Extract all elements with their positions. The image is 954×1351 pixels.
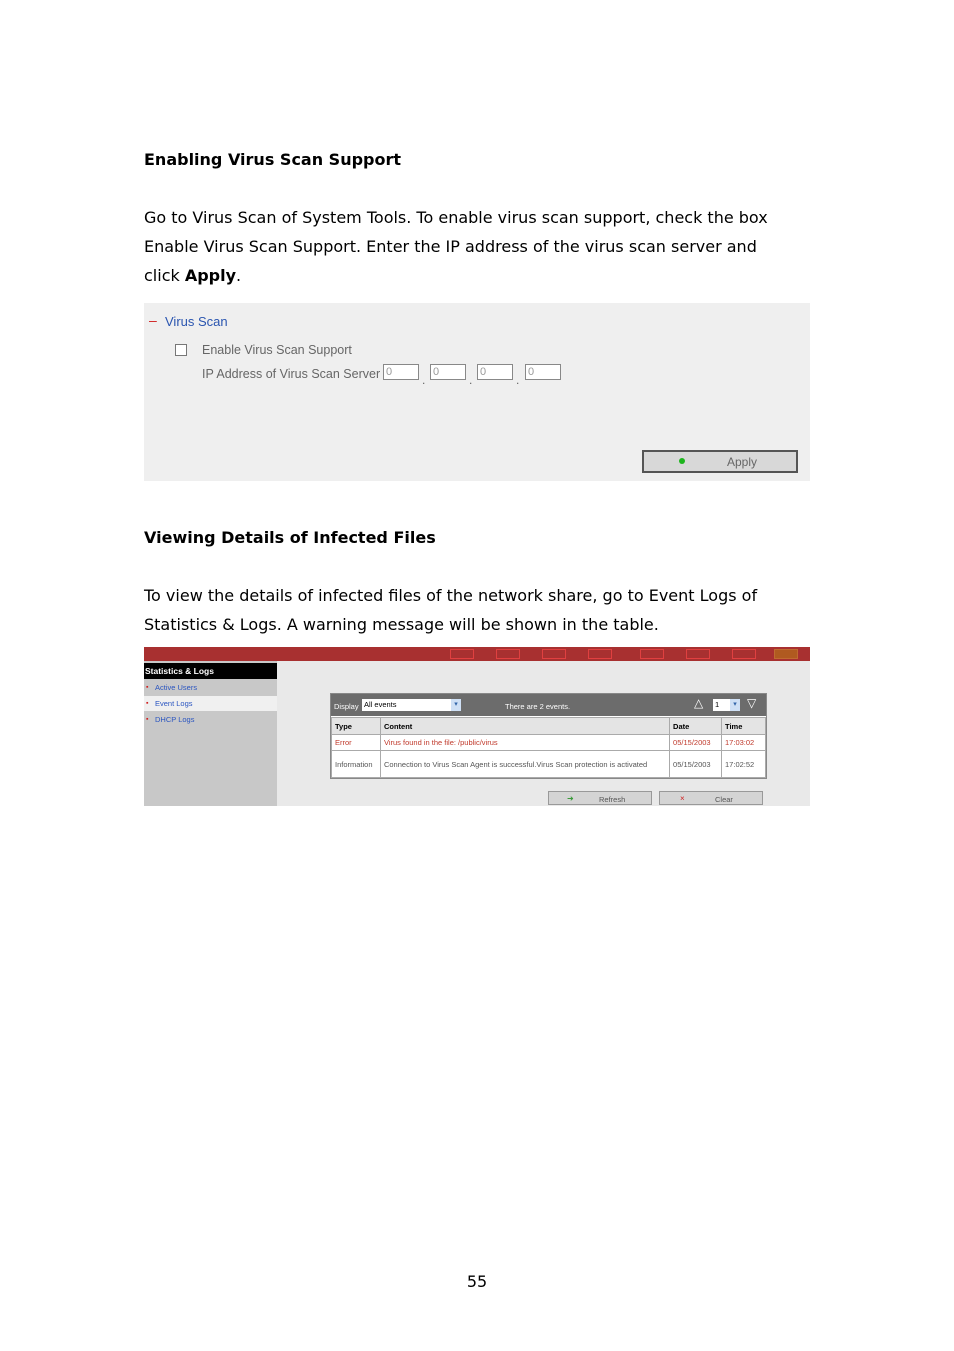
column-header[interactable]: Time — [722, 718, 766, 735]
refresh-icon: ➜ — [567, 794, 574, 803]
nav-icon[interactable] — [588, 649, 612, 659]
ip-octet-2-input[interactable]: 0 — [430, 364, 466, 380]
nav-icon[interactable] — [640, 649, 664, 659]
sidebar-item-event-logs[interactable]: ▪ Event Logs — [144, 696, 277, 711]
sidebar-item-active-users[interactable]: ▪ Active Users — [144, 680, 277, 695]
event-date: 05/15/2003 — [670, 735, 722, 751]
ip-address-label: IP Address of Virus Scan Server — [202, 367, 381, 381]
clear-label: Clear — [715, 795, 733, 804]
enable-virus-scan-checkbox[interactable] — [175, 344, 187, 356]
table-toolbar — [331, 694, 766, 716]
collapse-icon[interactable]: – — [149, 312, 157, 328]
panel-title: Virus Scan — [165, 314, 228, 329]
event-type: Information — [332, 751, 381, 778]
page-number: 55 — [466, 1272, 488, 1291]
display-label: Display — [334, 702, 359, 711]
event-date: 05/15/2003 — [670, 751, 722, 778]
nav-icon[interactable] — [774, 649, 798, 659]
ip-octet-3-input[interactable]: 0 — [477, 364, 513, 380]
next-page-icon[interactable]: ▽ — [747, 696, 757, 710]
ip-octet-1-input[interactable]: 0 — [383, 364, 419, 380]
paragraph-line: Enable Virus Scan Support. Enter the IP address of the virus scan server and — [144, 237, 757, 256]
paragraph-line: Go to Virus Scan of System Tools. To enable virus scan support, check the box — [144, 208, 768, 227]
event-log-screenshot — [144, 647, 810, 806]
table-row[interactable] — [332, 751, 766, 778]
event-time: 17:02:52 — [722, 751, 766, 778]
chevron-down-icon: ▾ — [451, 699, 461, 711]
sidebar-item-dhcp-logs[interactable]: ▪ DHCP Logs — [144, 712, 277, 727]
section-heading-virus-scan: Enabling Virus Scan Support — [144, 150, 402, 169]
apply-emphasis: Apply — [184, 266, 237, 285]
enable-virus-scan-label: Enable Virus Scan Support — [202, 343, 352, 357]
event-content: Connection to Virus Scan Agent is successful.Virus Scan protection is activated — [380, 751, 669, 778]
column-header[interactable]: Type — [332, 718, 381, 735]
ip-separator: . — [469, 373, 473, 387]
chevron-down-icon: ▾ — [730, 699, 740, 711]
page-select[interactable] — [713, 699, 740, 711]
event-table — [331, 717, 766, 778]
nav-icon[interactable] — [496, 649, 520, 659]
section-heading-infected-files: Viewing Details of Infected Files — [144, 528, 436, 547]
refresh-button[interactable] — [548, 791, 652, 805]
column-header[interactable]: Content — [380, 718, 669, 735]
event-count: There are 2 events. — [505, 702, 571, 711]
paragraph-line: To view the details of infected files of the network share, go to Event Logs of — [144, 586, 758, 605]
ip-octet-4-input[interactable]: 0 — [525, 364, 561, 380]
clear-button[interactable] — [659, 791, 763, 805]
sidebar — [144, 661, 277, 806]
refresh-label: Refresh — [599, 795, 626, 804]
apply-button-label: Apply — [727, 455, 758, 469]
apply-button[interactable] — [642, 450, 798, 473]
table-header-row — [332, 718, 766, 735]
nav-icon[interactable] — [732, 649, 756, 659]
event-time: 17:03:02 — [722, 735, 766, 751]
paragraph-line: Statistics & Logs. A warning message will be shown in the table. — [144, 615, 659, 634]
nav-icon[interactable] — [686, 649, 710, 659]
column-header[interactable]: Date — [670, 718, 722, 735]
nav-icon[interactable] — [542, 649, 566, 659]
instruction-paragraph-1 — [144, 203, 804, 290]
previous-page-icon[interactable]: △ — [694, 696, 704, 710]
top-navigation-bar — [144, 647, 810, 661]
ip-separator: . — [422, 373, 426, 387]
display-select[interactable] — [362, 699, 461, 711]
nav-icon[interactable] — [450, 649, 474, 659]
ip-separator: . — [516, 373, 520, 387]
table-row[interactable] — [332, 735, 766, 751]
display-value: All events — [364, 700, 397, 709]
event-content: Virus found in the file: /public/virus — [380, 735, 669, 751]
paragraph-text: . — [236, 266, 242, 285]
instruction-paragraph-2 — [144, 581, 804, 639]
virus-scan-panel — [144, 303, 810, 481]
status-dot-icon — [679, 458, 685, 464]
paragraph-text: click — [144, 266, 185, 285]
page-value: 1 — [715, 700, 720, 709]
sidebar-title: Statistics & Logs — [144, 663, 277, 679]
event-table-panel — [330, 693, 767, 779]
paragraph-line — [144, 261, 804, 290]
close-icon: × — [680, 794, 685, 803]
event-type: Error — [332, 735, 381, 751]
